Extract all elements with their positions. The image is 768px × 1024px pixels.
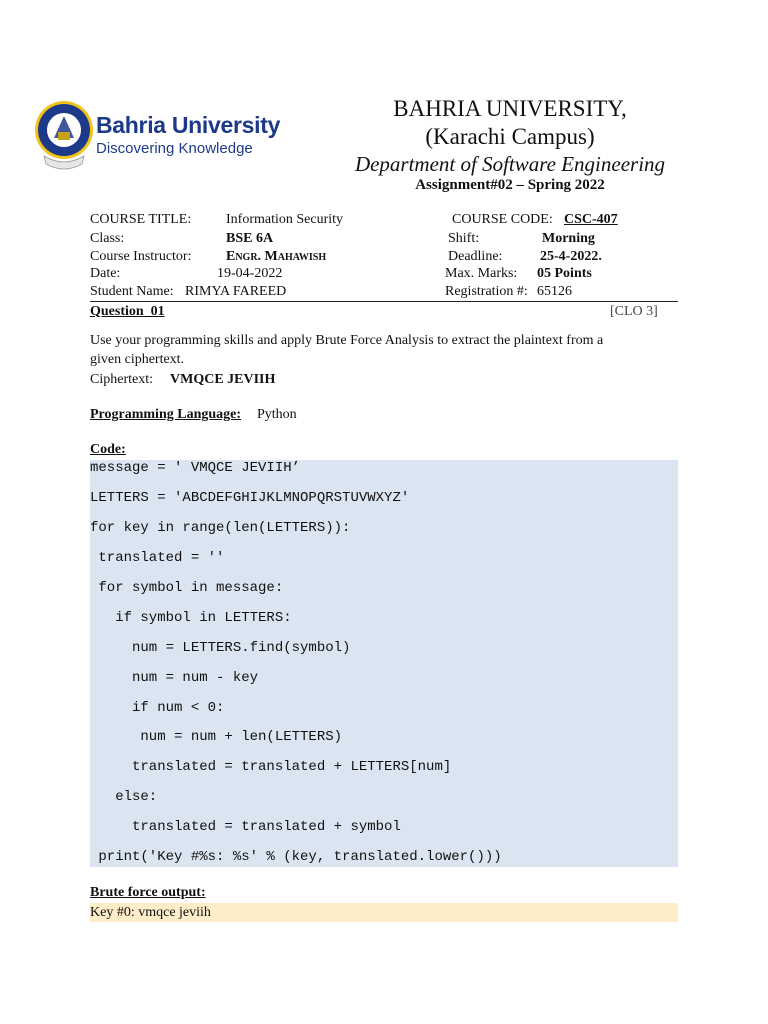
shift-label: Shift:: [448, 231, 480, 246]
ciphertext-value: VMQCE JEVIIH: [170, 372, 276, 387]
course-code-value: CSC-407: [564, 212, 618, 227]
department-name: Department of Software Engineering: [354, 152, 666, 176]
code-line: num = num + len(LETTERS): [90, 729, 343, 745]
code-line: if num < 0:: [90, 700, 225, 716]
code-line: if symbol in LETTERS:: [90, 610, 292, 626]
date-value: 19-04-2022: [217, 266, 283, 281]
clo-tag: [CLO 3]: [610, 304, 658, 319]
student-name-value: RIMYA FAREED: [185, 284, 287, 299]
code-line: translated = translated + symbol: [90, 819, 401, 835]
ciphertext-label: Ciphertext:: [90, 372, 153, 387]
code-line: for key in range(len(LETTERS)):: [90, 520, 351, 536]
code-line: for symbol in message:: [90, 580, 284, 596]
output-label: Brute force output:: [90, 885, 206, 900]
deadline-value: 25-4-2022.: [540, 249, 602, 264]
question-title: Question_01: [90, 304, 165, 319]
assignment-title: Assignment#02 – Spring 2022: [415, 177, 605, 193]
campus-name: (Karachi Campus): [425, 124, 595, 149]
date-label: Date:: [90, 266, 121, 281]
course-title-value: Information Security: [226, 212, 344, 227]
code-line: LETTERS = 'ABCDEFGHIJKLMNOPQRSTUVWXYZ': [90, 490, 410, 506]
code-line: else:: [90, 789, 158, 805]
logo-tagline: Discovering Knowledge: [96, 140, 253, 157]
header-divider: [90, 301, 678, 302]
class-value: BSE 6A: [226, 231, 274, 246]
code-line: num = LETTERS.find(symbol): [90, 640, 351, 656]
question-text-line-2: given ciphertext.: [90, 352, 185, 367]
registration-value: 65126: [537, 284, 572, 299]
output-first-line: Key #0: vmqce jeviih: [90, 905, 211, 920]
code-line: num = num - key: [90, 670, 259, 686]
shift-value: Morning: [542, 231, 595, 246]
course-code-label: COURSE CODE:: [452, 212, 553, 227]
course-title-label: COURSE TITLE:: [90, 212, 192, 227]
logo-name: Bahria University: [96, 112, 281, 138]
code-line: print('Key #%s: %s' % (key, translated.lower())): [90, 849, 502, 865]
code-label: Code:: [90, 442, 126, 457]
class-label: Class:: [90, 231, 125, 246]
question-text-line-1: Use your programming skills and apply Brute Force Analysis to extract the plaintext from a: [90, 333, 604, 348]
max-marks-value: 05 Points: [537, 266, 592, 281]
registration-label: Registration #:: [445, 284, 528, 299]
code-line: translated = '': [90, 550, 225, 566]
language-label: Programming Language:: [90, 407, 242, 422]
code-block: [90, 460, 678, 867]
max-marks-label: Max. Marks:: [445, 266, 518, 281]
code-line: message = ' VMQCE JEVIIH’: [90, 460, 301, 476]
university-name: BAHRIA UNIVERSITY,: [393, 96, 627, 121]
university-logo: [30, 92, 280, 182]
instructor-label: Course Instructor:: [90, 249, 192, 264]
code-line: translated = translated + LETTERS[num]: [90, 759, 452, 775]
deadline-label: Deadline:: [448, 249, 503, 264]
language-value: Python: [257, 407, 297, 422]
university-seal-icon: [34, 94, 94, 176]
student-name-label: Student Name:: [90, 284, 174, 299]
instructor-value: Engr. Mahawish: [226, 249, 327, 264]
